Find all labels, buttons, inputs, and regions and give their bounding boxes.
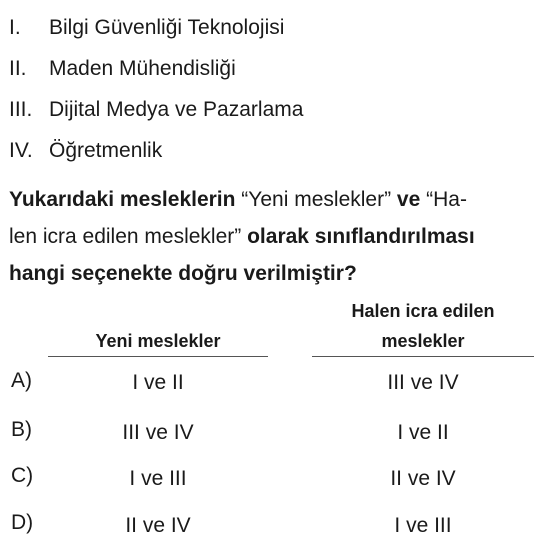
- column-divider-new: [48, 356, 268, 357]
- question-line-1: [9, 181, 537, 218]
- list-number: IV.: [9, 139, 33, 162]
- list-text: Bilgi Güvenliği Teknolojisi: [49, 16, 285, 39]
- list-item-2: [9, 57, 236, 81]
- question-bold-text: ve: [396, 188, 421, 211]
- option-d-current: I ve III: [394, 514, 452, 537]
- option-b-current: I ve II: [397, 421, 449, 444]
- option-d-label[interactable]: D): [11, 511, 34, 534]
- column-header-new: Yeni meslekler: [95, 331, 221, 351]
- question-line-3: [9, 255, 537, 292]
- question-bold-text: olarak sınıflandırılması: [241, 225, 475, 248]
- option-a-new: I ve II: [132, 371, 184, 394]
- question-stem: [9, 181, 537, 292]
- option-d-new: II ve IV: [125, 514, 191, 537]
- question-quoted-text: len icra edilen meslekler”: [9, 225, 242, 248]
- list-text: Maden Mühendisliği: [49, 57, 236, 80]
- list-item-1: [9, 16, 284, 40]
- list-number: II.: [9, 57, 27, 80]
- question-bold-text: hangi seçenekte doğru verilmiştir?: [9, 262, 357, 285]
- option-c-new: I ve III: [129, 467, 187, 490]
- option-c-current: II ve IV: [390, 467, 456, 490]
- option-a-current: III ve IV: [387, 371, 459, 394]
- list-item-3: [9, 98, 303, 122]
- option-b-new: III ve IV: [122, 421, 194, 444]
- question-quoted-text: “Ha-: [420, 188, 467, 211]
- list-text: Dijital Medya ve Pazarlama: [49, 98, 304, 121]
- option-a-label[interactable]: A): [11, 369, 32, 392]
- option-b-label[interactable]: B): [11, 418, 32, 441]
- column-header-current-line-2: meslekler: [381, 331, 465, 351]
- question-line-2: [9, 218, 537, 255]
- question-bold-text: Yukarıdaki mesleklerin: [9, 188, 236, 211]
- list-number: I.: [9, 16, 21, 39]
- column-divider-current: [312, 356, 534, 357]
- list-number: III.: [9, 98, 33, 121]
- option-c-label[interactable]: C): [11, 464, 34, 487]
- question-quoted-text: “Yeni meslekler”: [235, 188, 397, 211]
- list-item-4: [9, 139, 162, 163]
- list-text: Öğretmenlik: [49, 139, 163, 162]
- column-header-current-line-1: Halen icra edilen: [351, 301, 495, 321]
